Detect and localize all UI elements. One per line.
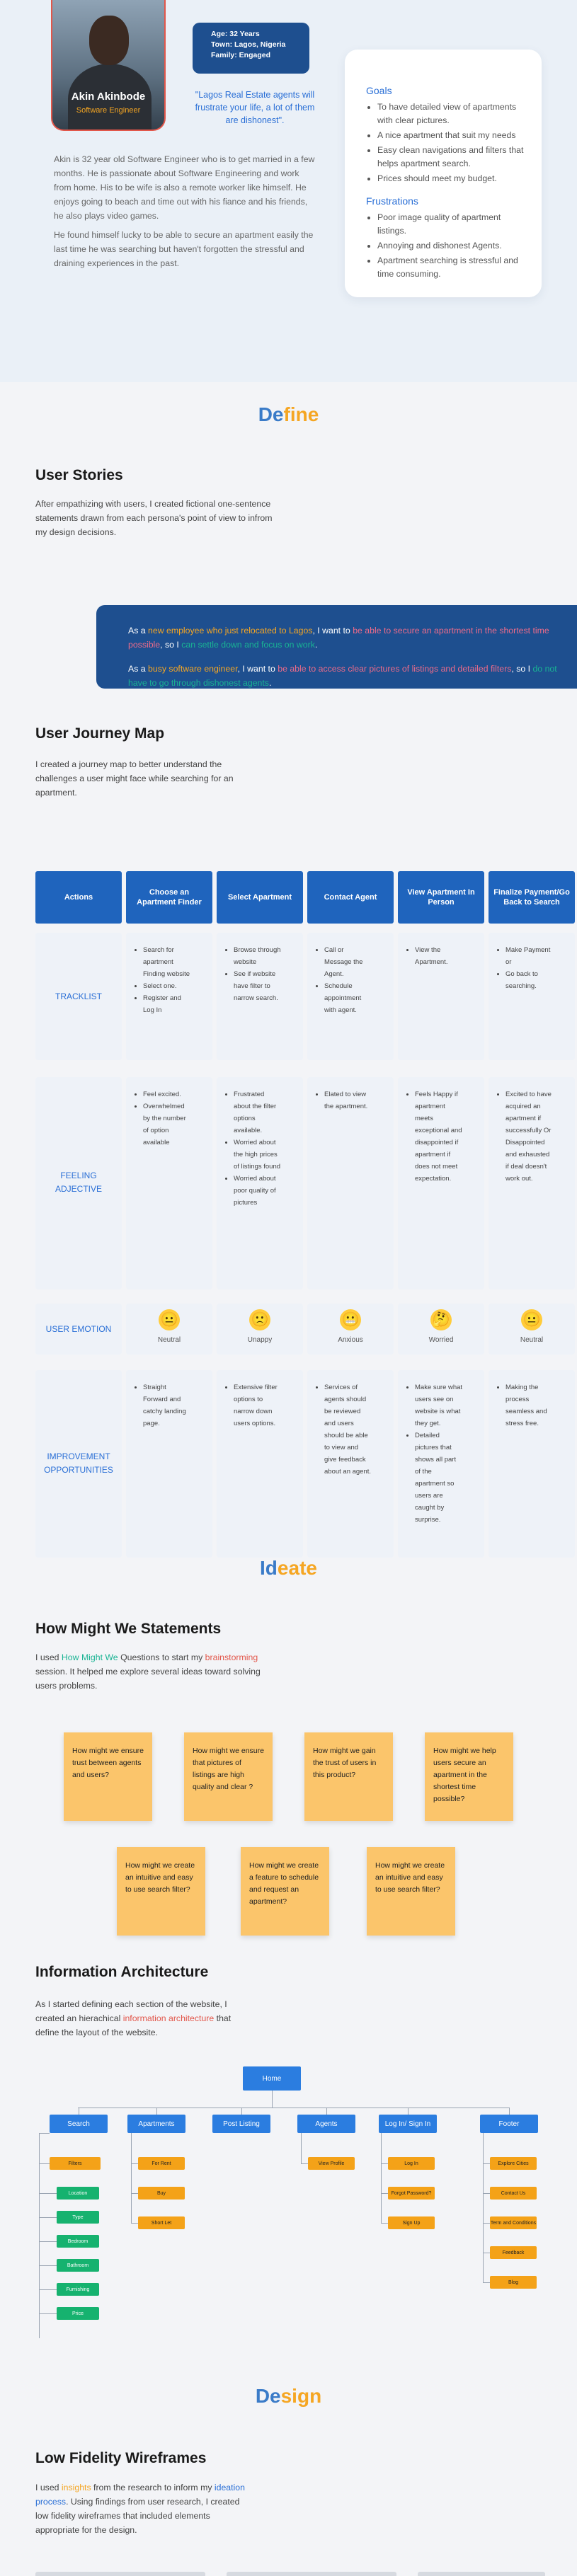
persona-age: Age: 32 Years	[211, 30, 260, 38]
journey-header-0: Actions	[35, 871, 122, 924]
emotion-label: Anxious	[338, 1336, 363, 1344]
ia-connector	[483, 2223, 490, 2224]
journey-cell-item: • Feel excited.	[143, 1088, 191, 1100]
ia-title: Information Architecture	[35, 1964, 209, 1980]
ia-connector	[272, 2091, 273, 2108]
hmw-note: How might we ensure trust between agents and users?	[64, 1732, 152, 1821]
ia-connector	[131, 2193, 138, 2194]
hmw-note: How might we create an intuitive and easy to use search filter?	[367, 1847, 455, 1936]
emotion-label: Worried	[428, 1336, 454, 1344]
ia-child: For Rent	[138, 2157, 185, 2170]
ia-subchild: Bedroom	[57, 2235, 99, 2248]
ia-connector	[39, 2133, 50, 2134]
journey-cell-item: • Frustrated about the filter options available.	[234, 1088, 282, 1137]
journey-cell-item: • Extensive filter options to narrow down users options.	[234, 1381, 282, 1430]
journey-cell	[489, 1370, 575, 1558]
journey-title: User Journey Map	[35, 725, 165, 742]
journey-cell	[126, 1370, 212, 1558]
journey-cell-list	[126, 933, 212, 1016]
emotion-label: Neutral	[520, 1336, 544, 1344]
frustrations-list	[366, 211, 526, 281]
journey-cell-item: • Feels Happy if apartment meets exceptional and disappointed if apartment if does not meet expectation.	[415, 1088, 463, 1185]
persona-quote: "Lagos Real Estate agents will frustrate your life, a lot of them are dishonest".	[195, 90, 315, 125]
journey-cell-item: • Schedule appointment with agent.	[324, 980, 372, 1016]
user-story-1	[128, 623, 563, 652]
rich-span: I used	[35, 2483, 62, 2492]
journey-cell-list	[126, 1370, 212, 1430]
rich-span: How Might We	[61, 1652, 118, 1662]
rich-span: information architecture	[122, 2013, 215, 2023]
ia-child: Forgot Password?	[388, 2187, 435, 2200]
rich-span: Questions to start my	[118, 1652, 205, 1662]
journey-cell-list	[307, 1077, 394, 1112]
goals-item: • To have detailed view of apartments with clear pictures.	[377, 100, 526, 127]
rich-span: session. It helped me explore several ideas toward solving users problems.	[35, 1667, 261, 1691]
define-heading: Define	[258, 403, 319, 425]
journey-header-2: Select Apartment	[217, 871, 303, 924]
journey-cell	[489, 933, 575, 1060]
persona-family: Family: Engaged	[211, 51, 271, 59]
journey-cell-item: • See if website have filter to narrow search.	[234, 968, 282, 1004]
persona-role: Software Engineer	[76, 106, 141, 115]
journey-cell	[217, 933, 303, 1060]
journey-cell-item: • Worried about poor quality of pictures	[234, 1173, 282, 1209]
rich-span: , I want to	[237, 664, 278, 674]
journey-cell	[489, 1077, 575, 1289]
rich-span: .	[314, 640, 318, 650]
ia-child: Log In	[388, 2157, 435, 2170]
journey-cell-list	[217, 1370, 303, 1430]
journey-cell-item: • Elated to view the apartment.	[324, 1088, 372, 1112]
ia-subchild: Price	[57, 2307, 99, 2320]
rich-span: from the research to inform my	[91, 2483, 215, 2492]
ia-child: Sign Up	[388, 2216, 435, 2229]
rich-span: I used	[35, 1652, 62, 1662]
ia-connector	[39, 2241, 57, 2242]
wireframe-preview-top-3	[418, 2572, 545, 2576]
emotion-icon: 😬	[340, 1309, 361, 1330]
rich-span: , so I	[160, 640, 182, 650]
journey-cell-list	[489, 1370, 575, 1430]
ia-child: Feedback	[490, 2246, 537, 2259]
hmw-note: How might we create a feature to schedule and request an apartment?	[241, 1847, 329, 1936]
ia-child: Explore Cities	[490, 2157, 537, 2170]
journey-cell-item: • Select one.	[143, 980, 191, 992]
design-heading: Design	[255, 2385, 322, 2407]
ia-home: Home	[243, 2066, 301, 2091]
journey-cell-item: • Call or Message the Agent.	[324, 944, 372, 980]
ia-child: Filters	[50, 2157, 101, 2170]
persona-info-box	[193, 23, 309, 74]
ia-connector	[39, 2193, 57, 2194]
journey-cell-list	[217, 933, 303, 1004]
ia-node: Post Listing	[212, 2115, 270, 2133]
journey-cell-item: • Make Payment or	[505, 944, 554, 968]
ia-connector	[131, 2133, 132, 2223]
journey-cell	[217, 1077, 303, 1289]
ia-child: Term and Conditions	[490, 2216, 537, 2229]
ia-node: Search	[50, 2115, 108, 2133]
journey-cell-list	[398, 933, 484, 968]
journey-cell	[398, 933, 484, 1060]
user-stories-title: User Stories	[35, 467, 123, 483]
rich-span: can settle down and focus on work	[181, 640, 315, 650]
rich-span: As a	[128, 626, 149, 636]
rich-span: brainstorming	[205, 1652, 258, 1662]
journey-cell-list	[489, 933, 575, 992]
ia-node: Footer	[480, 2115, 538, 2133]
ia-node: Log In/ Sign In	[379, 2115, 437, 2133]
goals-item: • A nice apartment that suit my needs	[377, 129, 526, 142]
journey-cell-list	[307, 933, 394, 1016]
journey-cell-list	[217, 1077, 303, 1209]
rich-span: be able to secure an apartment in the shortest time possible	[128, 626, 549, 650]
journey-row-label: IMPROVEMENT OPPORTUNITIES	[44, 1451, 113, 1475]
emotion-icon: 🙁	[249, 1309, 270, 1330]
wireframe-preview-top-2	[227, 2572, 396, 2576]
journey-cell	[307, 933, 394, 1060]
emotion-label: Unappy	[247, 1336, 273, 1344]
rich-span: , I want to	[312, 626, 353, 636]
ia-node: Apartments	[127, 2115, 185, 2133]
rich-span: .	[268, 678, 272, 688]
journey-cell	[126, 933, 212, 1060]
ia-connector	[483, 2282, 490, 2283]
journey-cell-item: • Worried about the high prices of listings found	[234, 1137, 282, 1173]
avatar-face	[89, 16, 129, 65]
user-stories-intro: After empathizing with users, I created fictional one-sentence statements drawn from each persona's point of view to infrom my design decisions.	[35, 499, 273, 537]
journey-header-1: Choose an Apartment Finder	[126, 871, 212, 924]
emotion-icon: 🤔	[430, 1309, 452, 1330]
journey-cell-item: • View the Apartment.	[415, 944, 463, 968]
ia-connector	[131, 2223, 138, 2224]
ia-child: Contact Us	[490, 2187, 537, 2200]
journey-cell	[307, 1370, 394, 1558]
persona-name: Akin Akinbode	[71, 91, 146, 103]
ia-connector	[301, 2133, 302, 2163]
journey-cell-list	[398, 1077, 484, 1185]
lowfi-intro	[35, 2480, 248, 2537]
journey-cell-item: • Browse through website	[234, 944, 282, 968]
frustrations-item: • Apartment searching is stressful and time consuming.	[377, 254, 526, 281]
emotion-icon: 😐	[521, 1309, 542, 1330]
journey-cell-item: • Detailed pictures that shows all part of the apartment so users are caught by surprise.	[415, 1430, 463, 1526]
journey-row-label: USER EMOTION	[45, 1324, 112, 1334]
user-story-2	[128, 662, 563, 690]
journey-header-5: Finalize Payment/Go Back to Search	[489, 871, 575, 924]
ia-subchild: Location	[57, 2187, 99, 2200]
ia-subchild: Type	[57, 2211, 99, 2224]
rich-span: busy software engineer	[148, 664, 238, 674]
journey-cell	[126, 1077, 212, 1289]
ia-connector	[483, 2163, 490, 2164]
ia-connector	[39, 2289, 57, 2290]
journey-cell-item: • Make sure what users see on website is what they get.	[415, 1381, 463, 1430]
rich-span: that define the layout of the website.	[35, 2013, 232, 2037]
journey-row-label: TRACKLIST	[55, 991, 102, 1001]
ia-connector	[381, 2193, 388, 2194]
frustrations-item: • Poor image quality of apartment listings.	[377, 211, 526, 238]
goals-item: • Easy clean navigations and filters that helps apartment search.	[377, 144, 526, 171]
ia-child: Blog	[490, 2276, 537, 2289]
ia-connector	[509, 2108, 510, 2115]
hmw-note: How might we gain the trust of users in this product?	[304, 1732, 393, 1821]
journey-header-4: View Apartment In Person	[398, 871, 484, 924]
journey-cell-item: • Register and Log In	[143, 992, 191, 1016]
journey-cell-item: • Overwhelmed by the number of option available	[143, 1100, 191, 1149]
persona-bio: Akin is 32 year old Software Engineer who is to get married in a few months. He is passionate about Software Engineering and work from home. His to be wife is also a remote worker like himself. He enjoys going to beach and time out with his fiance and his friends, he also plays video games.	[54, 154, 315, 221]
persona-town: Town: Lagos, Nigeria	[211, 40, 286, 49]
ia-node: Agents	[297, 2115, 355, 2133]
ia-connector	[131, 2163, 138, 2164]
journey-row-label: FEELING ADJECTIVE	[55, 1171, 102, 1194]
journey-cell	[398, 1077, 484, 1289]
ia-connector	[241, 2108, 242, 2115]
hmw-intro	[35, 1650, 262, 1693]
journey-cell-list	[307, 1370, 394, 1478]
journey-cell	[398, 1370, 484, 1558]
hmw-note: How might we ensure that pictures of listings are high quality and clear ?	[184, 1732, 273, 1821]
goals-list	[366, 100, 526, 185]
ia-subchild: Bathroom	[57, 2259, 99, 2272]
ia-child: Short Let	[138, 2216, 185, 2229]
hmw-note: How might we help users secure an apartment in the shortest time possible?	[425, 1732, 513, 1821]
journey-header-3: Contact Agent	[307, 871, 394, 924]
ia-connector	[156, 2108, 157, 2115]
hmw-title: How Might We Statements	[35, 1621, 222, 1637]
goals-title: Goals	[366, 85, 392, 96]
rich-span: . Using findings from user research, I created low fidelity wireframes that included elements appropriate for the design.	[35, 2497, 240, 2535]
ia-connector	[39, 2163, 50, 2164]
emotion-icon: 😐	[159, 1309, 180, 1330]
rich-span: As I started defining each section of the website, I created an hierachical	[35, 1999, 227, 2023]
journey-intro: I created a journey map to better understand the challenges a user might face while searching for an apartment.	[35, 759, 234, 798]
ia-child: View Profile	[308, 2157, 355, 2170]
frustrations-title: Frustrations	[366, 195, 418, 207]
journey-cell-item: • Services of agents should be reviewed and users should be able to view and give feedback about an agent.	[324, 1381, 372, 1478]
persona-avatar	[51, 0, 166, 131]
rich-span: be able to access clear pictures of listings and detailed filters	[278, 664, 512, 674]
journey-cell-list	[398, 1370, 484, 1526]
user-stories-banner	[96, 605, 577, 689]
hmw-note: How might we create an intuitive and easy to use search filter?	[117, 1847, 205, 1936]
rich-span: , so I	[511, 664, 533, 674]
persona-bio-2: He found himself lucky to be able to secure an apartment easily the last time he was searching but haven't forgotten the stressful and draining experiences in the past.	[54, 230, 314, 268]
ia-connector	[381, 2133, 382, 2223]
ia-connector	[39, 2217, 57, 2218]
goals-card	[345, 50, 542, 297]
rich-span: ideation process	[35, 2483, 245, 2507]
journey-cell-item: • Making the process seamless and stress free.	[505, 1381, 554, 1430]
ia-connector	[326, 2108, 327, 2115]
ia-connector	[408, 2108, 409, 2115]
lowfi-title: Low Fidelity Wireframes	[35, 2450, 207, 2466]
ia-connector	[483, 2193, 490, 2194]
rich-span: new employee who just relocated to Lagos	[148, 626, 313, 636]
ia-connector	[381, 2163, 388, 2164]
journey-cell-item: • Excited to have acquired an apartment if successfully Or Disappointed and exhausted if deal doesn't work out.	[505, 1088, 554, 1185]
journey-cell	[217, 1370, 303, 1558]
ia-connector	[381, 2223, 388, 2224]
rich-span: As a	[128, 664, 149, 674]
journey-cell-item: • Search for apartment Finding website	[143, 944, 191, 980]
ideate-heading: Ideate	[260, 1557, 317, 1579]
ia-connector	[483, 2133, 484, 2282]
frustrations-item: • Annoying and dishonest Agents.	[377, 239, 526, 253]
journey-cell-list	[126, 1077, 212, 1149]
journey-cell-list	[489, 1077, 575, 1185]
journey-cell-item: • Go back to searching.	[505, 968, 554, 992]
journey-cell-item: • Straight Forward and catchy landing page.	[143, 1381, 191, 1430]
ia-connector	[39, 2265, 57, 2266]
ia-connector	[301, 2163, 308, 2164]
goals-item: • Prices should meet my budget.	[377, 172, 526, 185]
ia-connector	[39, 2313, 57, 2314]
rich-span: do not have to go through dishonest agents	[128, 664, 557, 688]
rich-span: insights	[61, 2483, 91, 2492]
ia-subchild: Furnishing	[57, 2283, 99, 2296]
ia-child: Buy	[138, 2187, 185, 2200]
wireframe-preview-top	[35, 2572, 205, 2576]
journey-cell	[307, 1077, 394, 1289]
ia-intro	[35, 1997, 248, 2040]
emotion-label: Neutral	[157, 1336, 181, 1344]
